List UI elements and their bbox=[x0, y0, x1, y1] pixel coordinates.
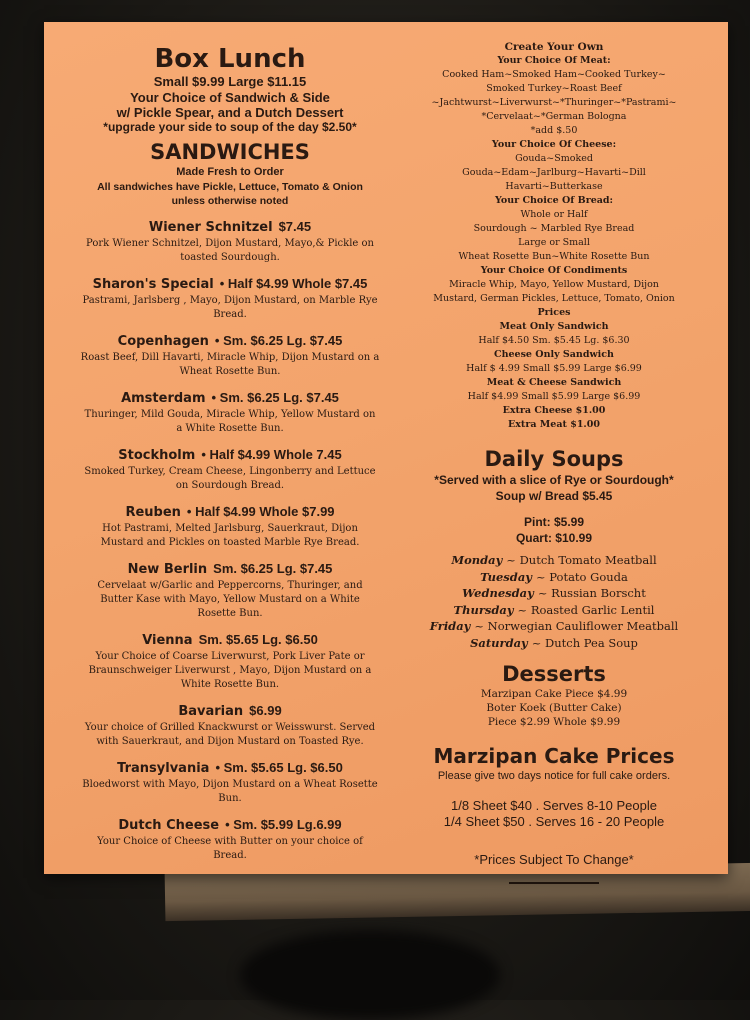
sandwich-name: Reuben bbox=[125, 505, 181, 520]
desserts-line2: Boter Koek (Butter Cake) bbox=[486, 702, 622, 714]
sandwich-heading bbox=[80, 218, 380, 236]
sandwich-name: Dutch Cheese bbox=[118, 818, 220, 833]
sandwich-price: • Sm. $6.25 Lg. $7.45 bbox=[214, 333, 343, 348]
sandwich-heading bbox=[80, 816, 380, 834]
prices-subject-to-change: *Prices Subject To Change* bbox=[474, 852, 634, 867]
marzipan-line2: 1/4 Sheet $50 . Serves 16 - 20 People bbox=[443, 814, 665, 829]
cyo-line: *Cervelaat~*German Bologna bbox=[481, 111, 627, 122]
cyo-subheading: Meat & Cheese Sandwich bbox=[486, 377, 622, 388]
desserts-line1: Marzipan Cake Piece $4.99 bbox=[480, 688, 628, 700]
footer-rule bbox=[509, 882, 599, 884]
sandwich-heading bbox=[80, 631, 380, 649]
right-column bbox=[404, 40, 704, 884]
daily-soups-heading: Daily Soups bbox=[484, 447, 624, 471]
cyo-subheading: Cheese Only Sandwich bbox=[494, 349, 614, 360]
daily-soups-section bbox=[404, 446, 704, 651]
cyo-subheading: Extra Meat $1.00 bbox=[508, 419, 600, 430]
sandwich-item bbox=[80, 702, 380, 749]
box-lunch-line3: *upgrade your side to soup of the day $2.50* bbox=[103, 120, 357, 134]
menu-sheet bbox=[44, 22, 728, 874]
cyo-line: Whole or Half bbox=[520, 209, 588, 220]
sandwich-name: Bavarian bbox=[178, 704, 244, 719]
sandwich-heading bbox=[80, 332, 380, 350]
soup-day-row bbox=[404, 569, 704, 586]
marzipan-note: Please give two days notice for full cake orders. bbox=[437, 770, 671, 782]
create-your-own-lines bbox=[404, 54, 704, 432]
soup-day-row bbox=[404, 618, 704, 635]
sandwich-description: Pork Wiener Schnitzel, Dijon Mustard, Mayo,& Pickle on toasted Sourdough. bbox=[86, 238, 374, 263]
sandwich-description: Smoked Turkey, Cream Cheese, Lingonberry and Lettuce on Sourdough Bread. bbox=[84, 466, 376, 491]
sandwich-heading bbox=[80, 275, 380, 293]
sandwich-item bbox=[80, 275, 380, 322]
create-your-own-section bbox=[404, 40, 704, 432]
sandwich-price: • Sm. $5.65 Lg. $6.50 bbox=[215, 760, 343, 775]
sandwich-heading bbox=[80, 389, 380, 407]
soup-day-row bbox=[404, 585, 704, 602]
cyo-line: Cooked Ham~Smoked Ham~Cooked Turkey~ bbox=[442, 69, 666, 80]
sandwich-item bbox=[80, 332, 380, 379]
cyo-line: Mustard, German Pickles, Lettuce, Tomato, Onion bbox=[433, 293, 675, 304]
cyo-subheading: Your Choice Of Cheese: bbox=[491, 139, 617, 150]
soup-day-row bbox=[404, 635, 704, 652]
sandwich-item bbox=[80, 446, 380, 493]
cyo-line: Half $4.99 Small $5.99 Large $6.99 bbox=[467, 391, 641, 402]
sandwich-description: Pastrami, Jarlsberg , Mayo, Dijon Mustard, on Marble Rye Bread. bbox=[82, 295, 378, 320]
soup-name: ~ Russian Borscht bbox=[537, 586, 646, 600]
box-lunch-section bbox=[80, 44, 380, 135]
cyo-subheading: Extra Cheese $1.00 bbox=[502, 405, 606, 416]
sandwich-heading bbox=[80, 702, 380, 720]
sandwiches-sub2: All sandwiches have Pickle, Lettuce, Tomato & Onion unless otherwise noted bbox=[97, 181, 363, 207]
soup-name: ~ Roasted Garlic Lentil bbox=[517, 602, 655, 617]
cyo-subheading: Your Choice Of Bread: bbox=[494, 195, 614, 206]
cyo-line: Half $ 4.99 Small $5.99 Large $6.99 bbox=[466, 363, 642, 374]
sandwich-description: Cervelaat w/Garlic and Peppercorns, Thuringer, and Butter Kase with Mayo, Yellow Mustard on a White Rosette Bun. bbox=[97, 580, 363, 619]
sandwich-description: Hot Pastrami, Melted Jarlsburg, Sauerkraut, Dijon Mustard and Pickles on toasted Marble Rye Bread. bbox=[100, 523, 360, 548]
cyo-subheading: Meat Only Sandwich bbox=[499, 321, 609, 332]
soup-day-row bbox=[404, 552, 704, 569]
sandwich-price: • Half $4.99 Whole 7.45 bbox=[201, 447, 342, 462]
sandwich-description: Your Choice of Coarse Liverwurst, Pork Liver Pate or Braunschweiger Liverwurst , Mayo, Dijon Mustard on a White Rosette Bun. bbox=[88, 651, 372, 690]
sandwiches-sub1: Made Fresh to Order bbox=[176, 166, 284, 178]
marzipan-heading: Marzipan Cake Prices bbox=[433, 744, 675, 768]
soup-day: Friday bbox=[429, 619, 471, 633]
sandwich-item bbox=[80, 631, 380, 692]
cyo-subheading: Your Choice Of Condiments bbox=[480, 265, 628, 276]
cyo-line: *add $.50 bbox=[530, 125, 578, 136]
sandwich-name: Sharon's Special bbox=[92, 277, 214, 292]
sandwich-name: Stockholm bbox=[118, 448, 196, 463]
marzipan-section bbox=[404, 743, 704, 884]
box-lunch-line1: Your Choice of Sandwich & Side bbox=[130, 90, 330, 105]
sandwich-name: Amsterdam bbox=[121, 391, 206, 406]
cyo-line: Havarti~Butterkase bbox=[505, 181, 603, 192]
soups-line1: *Served with a slice of Rye or Sourdough* bbox=[434, 473, 674, 487]
cyo-line: Gouda~Smoked bbox=[515, 153, 593, 164]
cyo-subheading: Prices bbox=[537, 307, 571, 318]
soup-day: Saturday bbox=[470, 635, 528, 650]
sandwich-price: Sm. $6.25 Lg. $7.45 bbox=[213, 561, 333, 576]
box-lunch-prices: Small $9.99 Large $11.15 bbox=[153, 74, 307, 89]
sandwich-description: Your choice of Grilled Knackwurst or Weisswurst. Served with Sauerkraut, and Dijon Mustard on Toasted Rye. bbox=[84, 722, 376, 747]
sandwich-description: Thuringer, Mild Gouda, Miracle Whip, Yellow Mustard on a White Rosette Bun. bbox=[84, 409, 376, 434]
sandwich-heading bbox=[80, 759, 380, 777]
cyo-line: Wheat Rosette Bun~White Rosette Bun bbox=[458, 251, 650, 262]
sandwich-description: Your Choice of Cheese with Butter on your choice of Bread. bbox=[97, 836, 363, 861]
cyo-subheading: Your Choice Of Meat: bbox=[497, 55, 611, 66]
sandwich-name: New Berlin bbox=[127, 562, 208, 577]
soup-day: Tuesday bbox=[480, 569, 532, 584]
sandwich-price: • Half $4.99 Whole $7.99 bbox=[186, 504, 335, 519]
sandwich-price: • Sm. $6.25 Lg. $7.45 bbox=[211, 390, 339, 405]
sandwich-name: Transylvania bbox=[117, 761, 210, 776]
sandwich-price: $6.99 bbox=[249, 703, 282, 718]
soup-day: Monday bbox=[451, 553, 503, 567]
floor-shadow bbox=[240, 930, 500, 1020]
sandwich-description: Bloedworst with Mayo, Dijon Mustard on a Wheat Rosette Bun. bbox=[82, 779, 378, 804]
cyo-line: Miracle Whip, Mayo, Yellow Mustard, Dijon bbox=[449, 279, 659, 290]
soup-day: Thursday bbox=[453, 602, 514, 617]
sandwich-price: $7.45 bbox=[278, 219, 312, 234]
left-column bbox=[80, 44, 380, 863]
sandwich-item bbox=[80, 816, 380, 863]
cyo-line: Large or Small bbox=[518, 237, 590, 248]
sandwich-heading bbox=[80, 446, 380, 464]
desserts-heading: Desserts bbox=[502, 662, 606, 686]
create-your-own-heading: Create Your Own bbox=[504, 41, 604, 53]
desserts-section bbox=[404, 661, 704, 729]
sandwich-name: Copenhagen bbox=[117, 334, 209, 349]
box-lunch-line2: w/ Pickle Spear, and a Dutch Dessert bbox=[116, 105, 344, 120]
sandwich-price: • Half $4.99 Whole $7.45 bbox=[219, 276, 368, 291]
sandwich-item bbox=[80, 389, 380, 436]
soups-quart: Quart: $10.99 bbox=[515, 531, 593, 545]
sandwich-name: Wiener Schnitzel bbox=[148, 220, 273, 235]
sandwich-price: • Sm. $5.99 Lg.6.99 bbox=[225, 817, 342, 832]
sandwich-name: Vienna bbox=[142, 633, 193, 648]
sandwich-item bbox=[80, 759, 380, 806]
sandwich-list bbox=[80, 218, 380, 863]
sandwich-heading bbox=[80, 560, 380, 578]
marzipan-line1: 1/8 Sheet $40 . Serves 8-10 People bbox=[451, 798, 657, 813]
soups-line2: Soup w/ Bread $5.45 bbox=[495, 489, 613, 503]
sandwich-item bbox=[80, 560, 380, 621]
soup-day: Wednesday bbox=[462, 586, 534, 600]
soups-pint: Pint: $5.99 bbox=[523, 515, 585, 529]
cyo-line: Sourdough ~ Marbled Rye Bread bbox=[473, 223, 635, 234]
soup-name: ~ Norwegian Cauliflower Meatball bbox=[474, 619, 679, 633]
cyo-line: Gouda~Edam~Jarlburg~Havarti~Dill bbox=[462, 167, 646, 178]
cyo-line: Half $4.50 Sm. $5.45 Lg. $6.30 bbox=[478, 335, 630, 346]
sandwich-price: Sm. $5.65 Lg. $6.50 bbox=[198, 632, 318, 647]
sandwiches-heading: SANDWICHES bbox=[150, 140, 310, 164]
sandwich-heading bbox=[80, 503, 380, 521]
cyo-line: Smoked Turkey~Roast Beef bbox=[486, 83, 622, 94]
sandwich-item bbox=[80, 503, 380, 550]
desserts-line3: Piece $2.99 Whole $9.99 bbox=[487, 716, 621, 728]
sandwich-description: Roast Beef, Dill Havarti, Miracle Whip, Dijon Mustard on a Wheat Rosette Bun. bbox=[80, 352, 380, 377]
sandwich-item bbox=[80, 218, 380, 265]
box-lunch-title: Box Lunch bbox=[154, 44, 306, 74]
soup-name: ~ Potato Gouda bbox=[535, 569, 628, 584]
cyo-line: ~Jachtwurst~Liverwurst~*Thuringer~*Pastrami~ bbox=[431, 97, 677, 108]
sandwiches-header bbox=[80, 139, 380, 208]
soup-days bbox=[404, 552, 704, 651]
soup-day-row bbox=[404, 602, 704, 619]
soup-name: ~ Dutch Pea Soup bbox=[531, 635, 638, 650]
soup-name: ~ Dutch Tomato Meatball bbox=[506, 553, 657, 567]
